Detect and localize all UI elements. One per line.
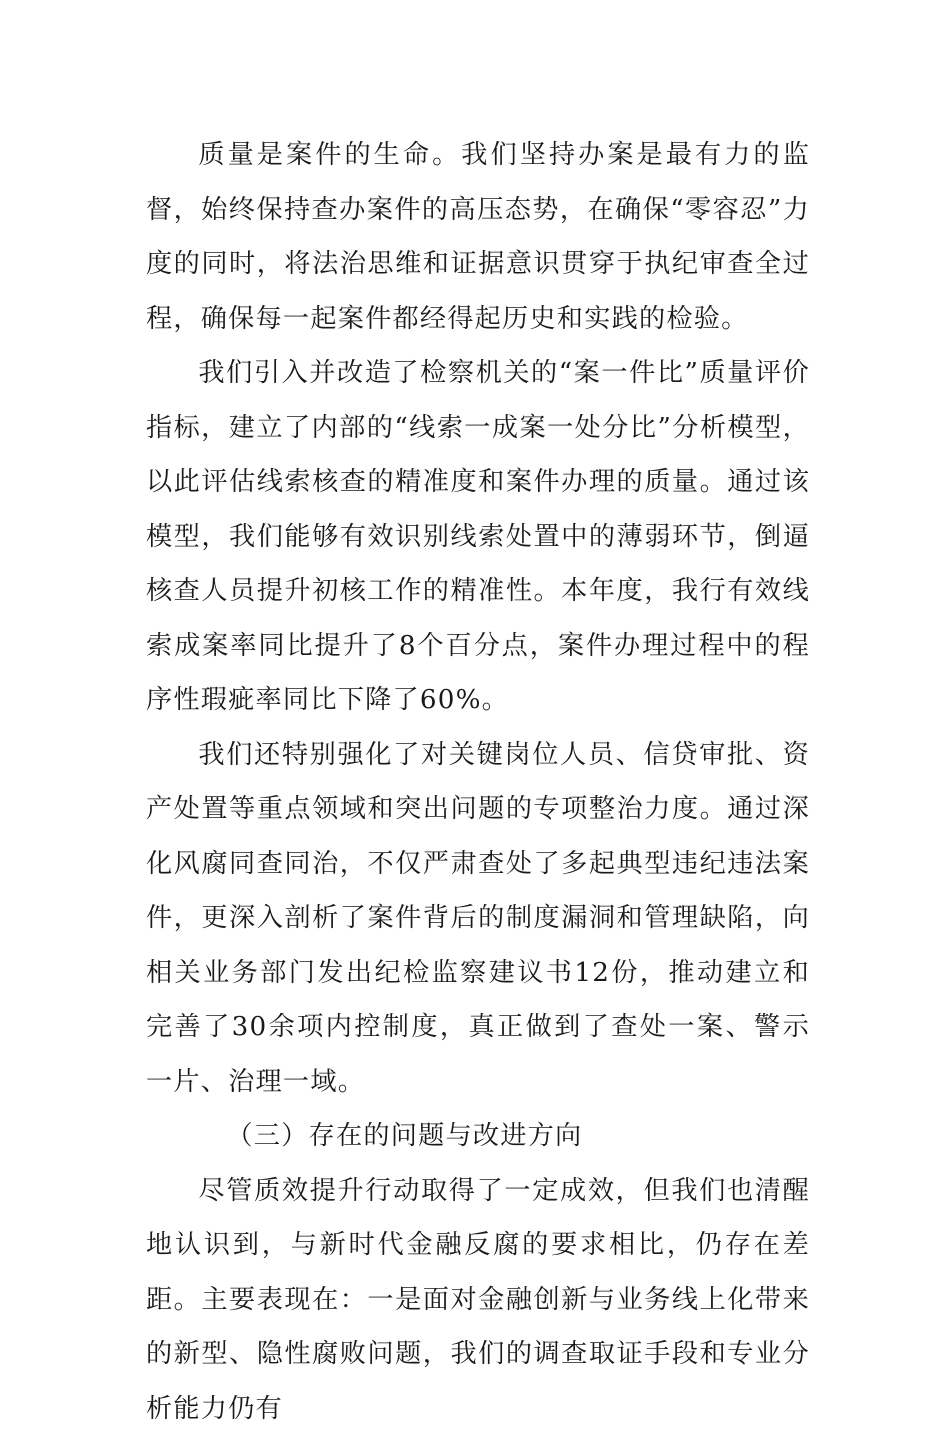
paragraph-special-rectification: 我们还特别强化了对关键岗位人员、信贷审批、资产处置等重点领域和突出问题的专项整治力度。通过深化风腐同查同治，不仅严肃查处了多起典型违纪违法案件，更深入剖析了案件背后的制度漏洞和管理缺陷，向相关业务部门发出纪检监察建议书12份，推动建立和完善了30余项内控制度，真正做到了查处一案、警示一片、治理一域。 bbox=[146, 728, 810, 1110]
paragraph-problems: 尽管质效提升行动取得了一定成效，但我们也清醒地认识到，与新时代金融反腐的要求相比，仍存在差距。主要表现在：一是面对金融创新与业务线上化带来的新型、隐性腐败问题，我们的调查取证手段和专业分析能力仍有 bbox=[146, 1164, 810, 1436]
section-heading: （三）存在的问题与改进方向 bbox=[146, 1109, 810, 1164]
paragraph-evaluation-model: 我们引入并改造了检察机关的“案一件比”质量评价指标，建立了内部的“线索一成案一处分比”分析模型，以此评估线索核查的精准度和案件办理的质量。通过该模型，我们能够有效识别线索处置中的薄弱环节，倒逼核查人员提升初核工作的精准性。本年度，我行有效线索成案率同比提升了8个百分点，案件办理过程中的程序性瑕疵率同比下降了60%。 bbox=[146, 346, 810, 728]
document-body bbox=[146, 128, 810, 1436]
paragraph-case-quality: 质量是案件的生命。我们坚持办案是最有力的监督，始终保持查办案件的高压态势，在确保“零容忍”力度的同时，将法治思维和证据意识贯穿于执纪审查全过程，确保每一起案件都经得起历史和实践的检验。 bbox=[146, 128, 810, 346]
